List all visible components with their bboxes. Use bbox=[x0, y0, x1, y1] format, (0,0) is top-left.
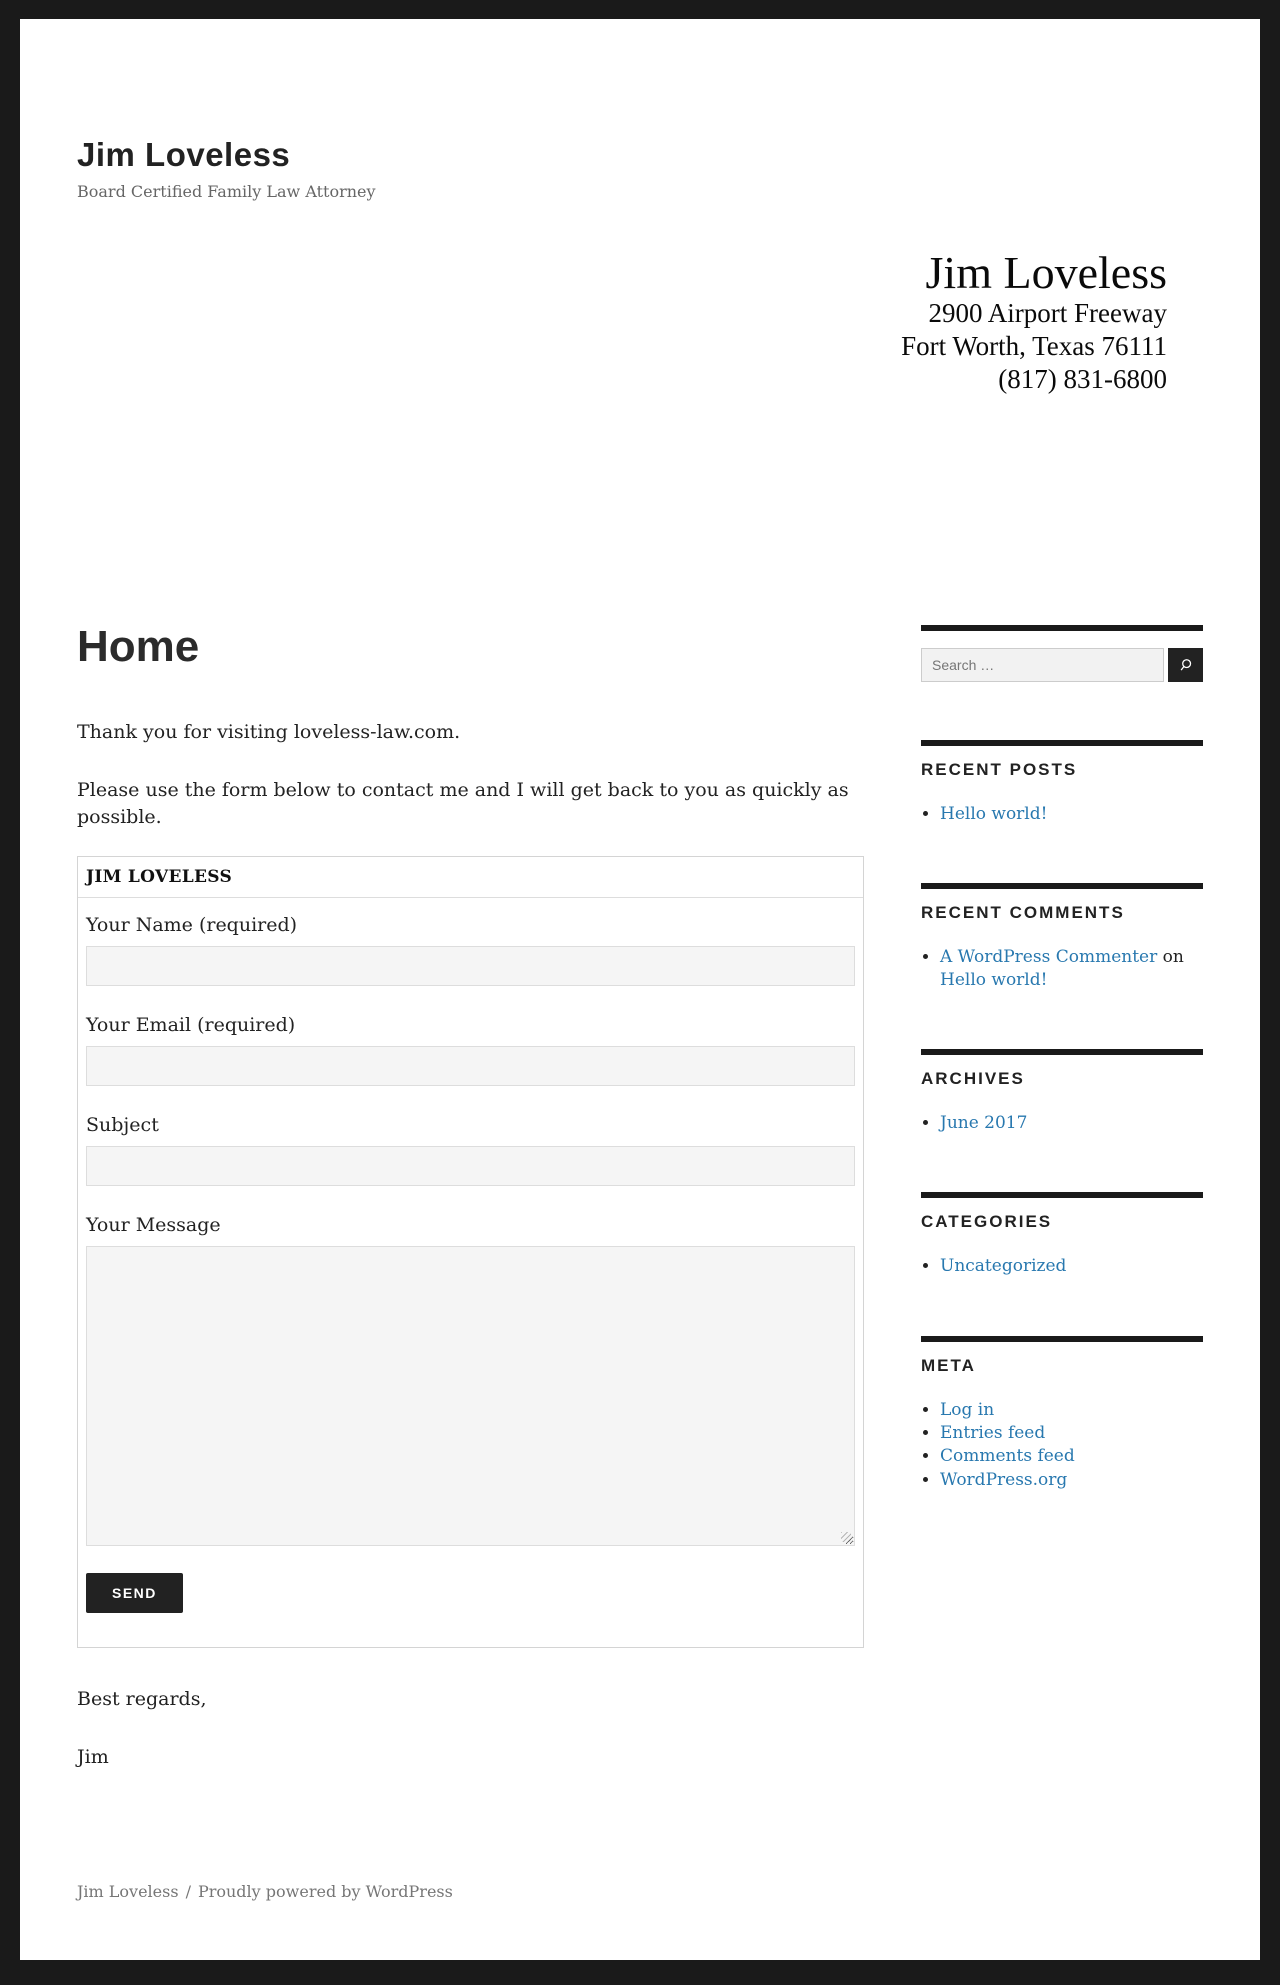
contact-form bbox=[77, 856, 864, 1648]
search-icon bbox=[1178, 658, 1193, 673]
form-field-subject bbox=[86, 1113, 855, 1186]
intro-paragraph: Please use the form below to contact me and I will get back to you as quickly as possible. bbox=[77, 778, 849, 829]
page bbox=[20, 19, 1260, 1960]
wordpress-org-link[interactable]: WordPress.org bbox=[940, 1469, 1068, 1490]
contact-form-title: JIM LOVELESS bbox=[78, 857, 863, 898]
list-item bbox=[940, 946, 1203, 991]
contact-form-body bbox=[78, 898, 863, 1647]
recent-comments-widget bbox=[921, 883, 1203, 991]
content-area bbox=[77, 622, 1203, 1772]
search-form bbox=[921, 648, 1203, 682]
send-button[interactable]: SEND bbox=[86, 1573, 183, 1613]
comment-author-link[interactable]: A WordPress Commenter bbox=[940, 947, 1158, 968]
meta-list bbox=[921, 1399, 1203, 1492]
list-item bbox=[940, 1469, 1203, 1491]
recent-comments-list bbox=[921, 946, 1203, 991]
archive-link[interactable]: June 2017 bbox=[940, 1113, 1028, 1134]
message-field-label: Your Message bbox=[86, 1213, 221, 1236]
intro-paragraph: Thank you for visiting loveless-law.com. bbox=[77, 721, 461, 744]
recent-post-link[interactable]: Hello world! bbox=[940, 804, 1048, 825]
categories-list bbox=[921, 1255, 1203, 1277]
list-item bbox=[940, 1399, 1203, 1421]
site-header bbox=[77, 19, 1203, 201]
comment-connector: on bbox=[1157, 947, 1184, 968]
list-item bbox=[940, 803, 1203, 825]
sidebar bbox=[921, 625, 1203, 1491]
letterhead-phone: (817) 831-6800 bbox=[998, 364, 1167, 395]
letterhead-address-line2: Fort Worth, Texas 76111 bbox=[901, 331, 1167, 362]
list-item bbox=[940, 1445, 1203, 1467]
archives-list bbox=[921, 1112, 1203, 1134]
form-field-email bbox=[86, 1013, 855, 1086]
site-tagline: Board Certified Family Law Attorney bbox=[77, 182, 376, 201]
header-image bbox=[77, 249, 1203, 589]
letterhead-name: Jim Loveless bbox=[925, 247, 1167, 299]
email-field[interactable] bbox=[86, 1046, 855, 1086]
comments-feed-link[interactable]: Comments feed bbox=[940, 1446, 1075, 1467]
list-item bbox=[940, 1255, 1203, 1277]
form-field-message bbox=[86, 1213, 855, 1546]
recent-comments-title: RECENT COMMENTS bbox=[921, 903, 1125, 923]
subject-field[interactable] bbox=[86, 1146, 855, 1186]
categories-widget bbox=[921, 1192, 1203, 1277]
email-field-label: Your Email (required) bbox=[86, 1013, 296, 1036]
meta-widget bbox=[921, 1336, 1203, 1492]
comment-post-link[interactable]: Hello world! bbox=[940, 969, 1048, 990]
entries-feed-link[interactable]: Entries feed bbox=[940, 1423, 1046, 1444]
message-field[interactable] bbox=[86, 1246, 855, 1546]
list-item bbox=[940, 1422, 1203, 1444]
archives-title: ARCHIVES bbox=[921, 1069, 1025, 1089]
search-button[interactable] bbox=[1168, 648, 1203, 682]
meta-title: META bbox=[921, 1355, 976, 1375]
page-title: Home bbox=[77, 622, 200, 672]
closing-signature: Jim bbox=[77, 1746, 109, 1769]
main-content bbox=[77, 622, 864, 1772]
letterhead-address-line1: 2900 Airport Freeway bbox=[928, 298, 1167, 329]
footer-powered-by-link[interactable]: Proudly powered by WordPress bbox=[197, 1881, 453, 1901]
closing-text: Best regards, bbox=[77, 1687, 207, 1710]
recent-posts-list bbox=[921, 803, 1203, 825]
site-footer bbox=[77, 1882, 1203, 1901]
subject-field-label: Subject bbox=[86, 1113, 159, 1136]
categories-title: CATEGORIES bbox=[921, 1212, 1053, 1232]
search-input[interactable] bbox=[921, 648, 1164, 682]
recent-posts-widget bbox=[921, 740, 1203, 825]
log-in-link[interactable]: Log in bbox=[940, 1399, 995, 1420]
list-item bbox=[940, 1112, 1203, 1134]
footer-separator: / bbox=[185, 1881, 191, 1901]
footer-site-link[interactable]: Jim Loveless bbox=[77, 1881, 179, 1901]
form-field-name bbox=[86, 913, 855, 986]
recent-posts-title: RECENT POSTS bbox=[921, 760, 1078, 780]
name-field[interactable] bbox=[86, 946, 855, 986]
search-widget bbox=[921, 625, 1203, 682]
archives-widget bbox=[921, 1049, 1203, 1134]
name-field-label: Your Name (required) bbox=[86, 913, 298, 936]
site-title[interactable]: Jim Loveless bbox=[77, 136, 291, 173]
category-link[interactable]: Uncategorized bbox=[940, 1256, 1067, 1277]
